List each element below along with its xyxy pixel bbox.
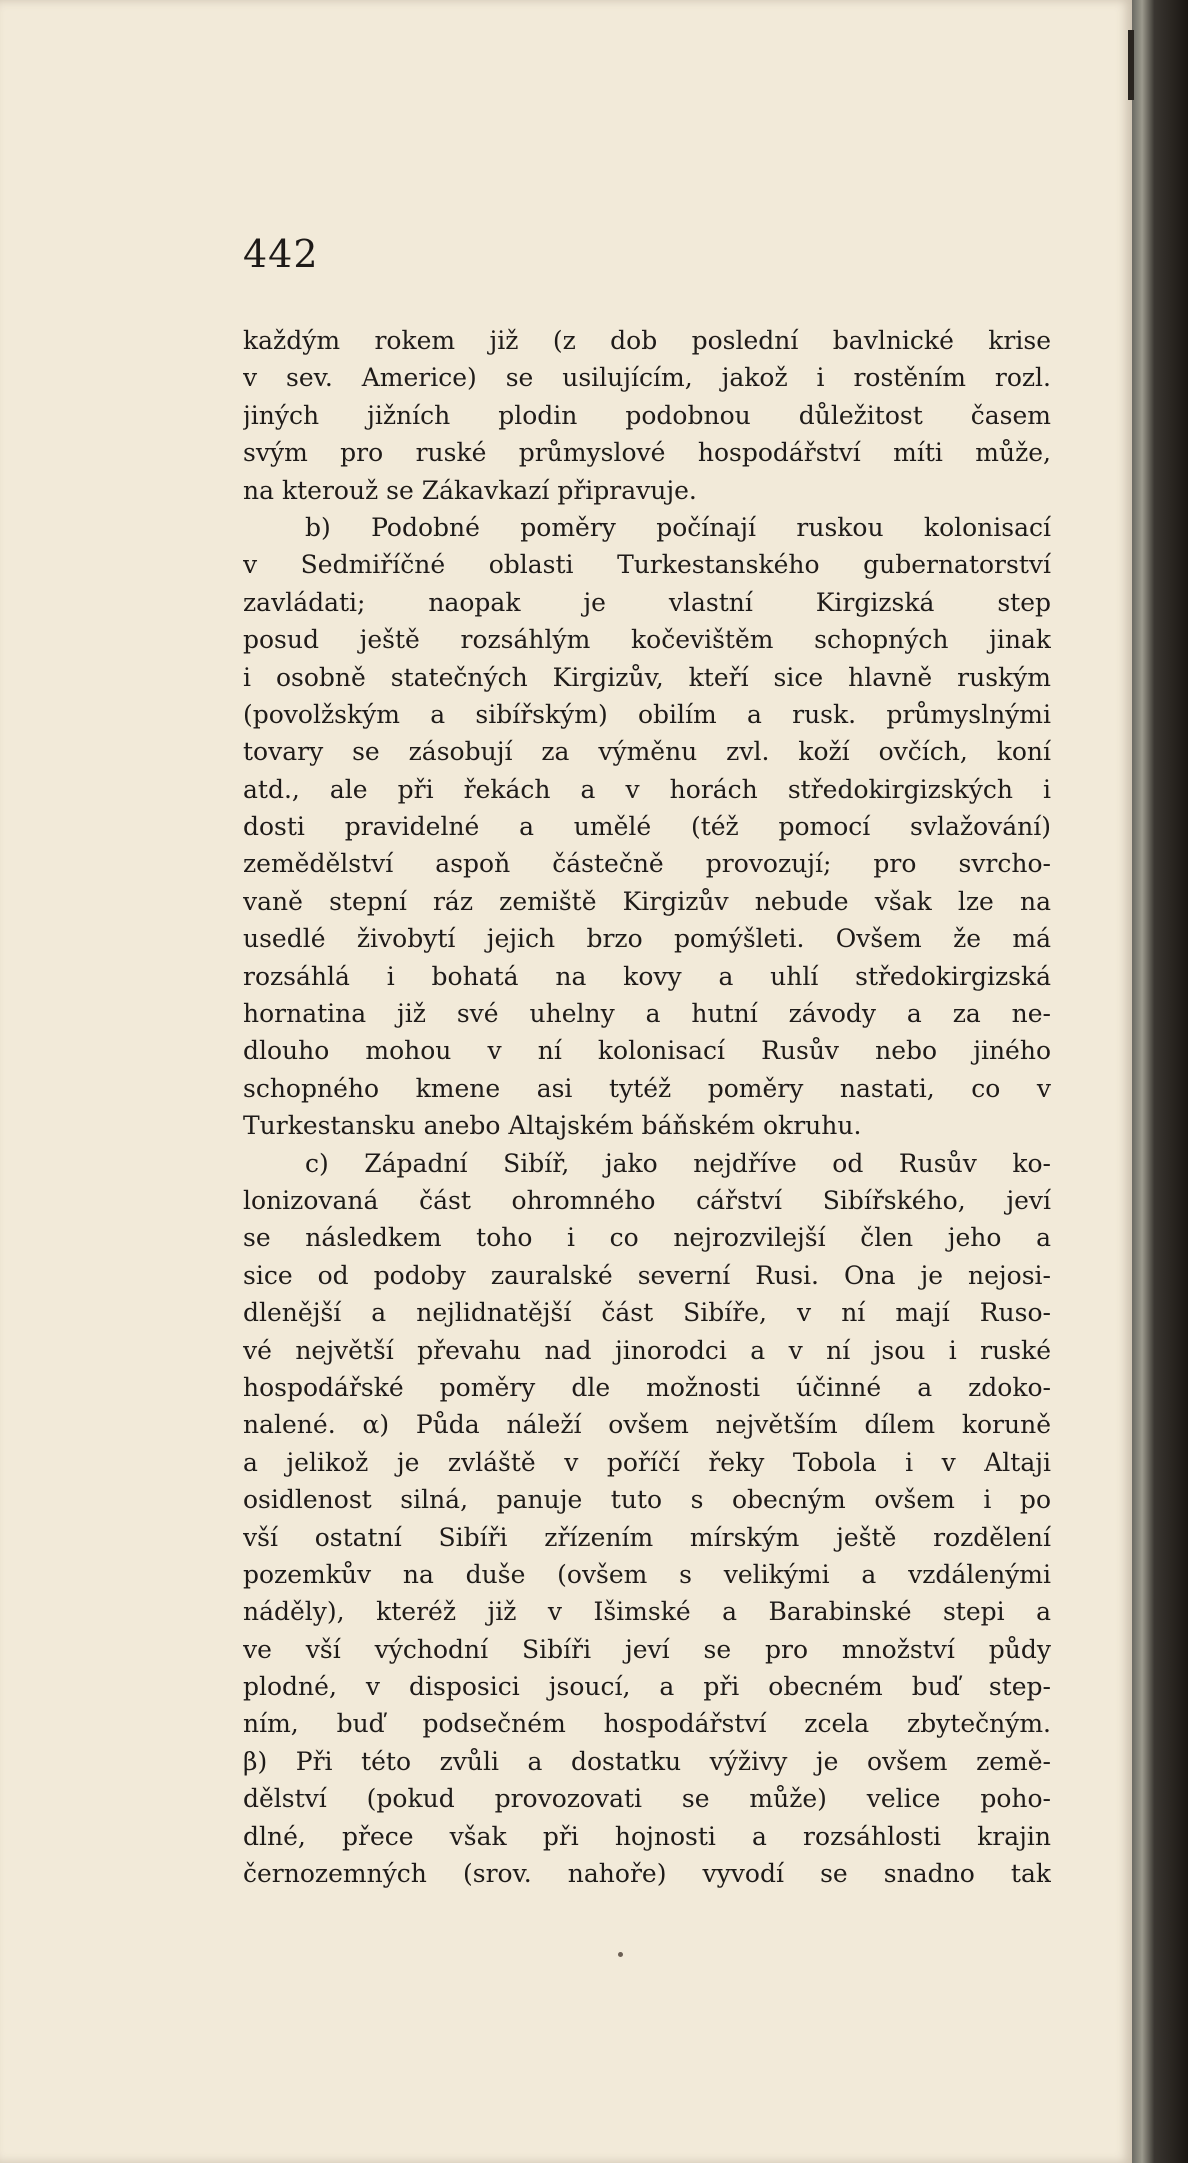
text-line: se následkem toho i co nejrozvilejší člen jeho a — [243, 1223, 1051, 1253]
text-line: dlenější a nejlidnatější část Sibíře, v ní mají Ruso- — [243, 1298, 1051, 1328]
text-line: pozemkův na duše (ovšem s velikými a vzdálenými — [243, 1559, 1051, 1589]
text-line: dlouho mohou v ní kolonisací Rusův nebo jiného — [243, 1036, 1051, 1066]
text-line: zemědělství aspoň částečně provozují; pro svrcho- — [243, 849, 1051, 879]
text-line: vé největší převahu nad jinorodci a v ní jsou i ruské — [243, 1335, 1051, 1365]
text-line: lonizovaná část ohromného cářství Sibířského, jeví — [243, 1185, 1051, 1215]
text-line: dlné, přece však při hojnosti a rozsáhlosti krajin — [243, 1821, 1051, 1851]
text-line: usedlé živobytí jejich brzo pomýšleti. Ovšem že má — [243, 924, 1051, 954]
text-line: náděly), kteréž již v Išimské a Barabinské stepi a — [243, 1597, 1051, 1627]
text-line: plodné, v disposici jsoucí, a při obecném buď step- — [243, 1672, 1051, 1702]
text-line: vaně stepní ráz zemiště Kirgizův nebude však lze na — [243, 886, 1051, 916]
page-number: 442 — [243, 232, 319, 276]
text-line: atd., ale při řekách a v horách středokirgizských i — [243, 774, 1051, 804]
text-line: ve vší východní Sibíři jeví se pro množství půdy — [243, 1634, 1051, 1664]
body-text — [243, 322, 1051, 1892]
text-line: dosti pravidelné a umělé (též pomocí svlažování) — [243, 812, 1051, 842]
text-line: a jelikož je zvláště v poříčí řeky Tobola i v Altaji — [243, 1447, 1051, 1477]
text-line: jiných jižních plodin podobnou důležitost časem — [243, 400, 1051, 430]
text-line: v Sedmiříčné oblasti Turkestanského gubernatorství — [243, 550, 1051, 580]
text-line: černozemných (srov. nahoře) vyvodí se snadno tak — [243, 1859, 1051, 1889]
book-gutter — [1132, 0, 1188, 2163]
text-line: dělství (pokud provozovati se může) velice poho- — [243, 1784, 1051, 1814]
text-line: na kterouž se Zákavkazí připravuje. — [243, 475, 697, 505]
ink-speck — [618, 1952, 623, 1957]
text-line: osidlenost silná, panuje tuto s obecným ovšem i po — [243, 1485, 1051, 1515]
text-line: ním, buď podsečném hospodářství zcela zbytečným. — [243, 1709, 1051, 1739]
text-line: sice od podoby zauralské severní Rusi. Ona je nejosi- — [243, 1260, 1051, 1290]
text-line: Turkestansku anebo Altajském báňském okruhu. — [243, 1111, 862, 1141]
text-line: hornatina již své uhelny a hutní závody a za ne- — [243, 999, 1051, 1029]
text-line: posud ještě rozsáhlým kočevištěm schopných jinak — [243, 625, 1051, 655]
text-line: nalené. α) Půda náleží ovšem největším dílem koruně — [243, 1410, 1051, 1440]
text-line: zavládati; naopak je vlastní Kirgizská step — [243, 587, 1051, 617]
text-line: schopného kmene asi tytéž poměry nastati, co v — [243, 1073, 1051, 1103]
text-line: svým pro ruské průmyslové hospodářství míti může, — [243, 438, 1051, 468]
text-line: i osobně statečných Kirgizův, kteří sice hlavně ruským — [243, 662, 1051, 692]
text-line: (povolžským a sibířským) obilím a rusk. průmyslnými — [243, 699, 1051, 729]
text-line: hospodářské poměry dle možnosti účinné a zdoko- — [243, 1372, 1051, 1402]
text-line: vší ostatní Sibíři zřízením mírským ještě rozdělení — [243, 1522, 1051, 1552]
text-line: každým rokem již (z dob poslední bavlnické krise — [243, 326, 1051, 355]
text-line: rozsáhlá i bohatá na kovy a uhlí středokirgizská — [243, 961, 1051, 991]
page-edge-mark — [1128, 30, 1134, 100]
text-line: v sev. Americe) se usilujícím, jakož i rostěním rozl. — [243, 363, 1051, 393]
text-line: c) Západní Sibíř, jako nejdříve od Rusův ko- — [305, 1148, 1051, 1178]
text-line: b) Podobné poměry počínají ruskou kolonisací — [305, 512, 1051, 542]
text-line: β) Při této zvůli a dostatku výživy je ovšem země- — [243, 1746, 1051, 1776]
text-line: tovary se zásobují za výměnu zvl. koží ovčích, koní — [243, 737, 1051, 767]
